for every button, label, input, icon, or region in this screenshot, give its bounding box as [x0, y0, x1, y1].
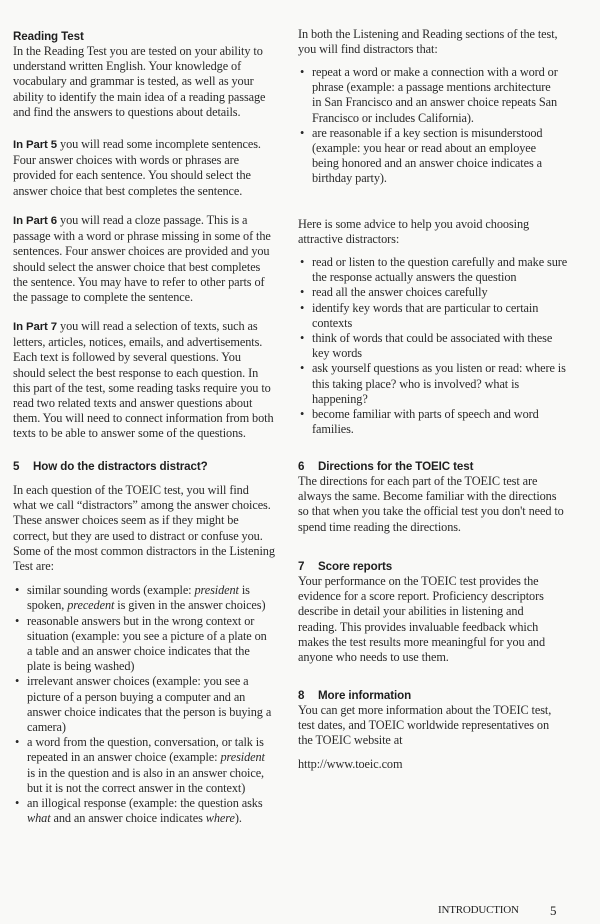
advice-list	[298, 255, 568, 437]
example-word: president	[220, 750, 265, 765]
section-8-heading	[298, 688, 560, 703]
page-number: 5	[550, 903, 557, 918]
list-item-text: a word from the question, conversation, or talk is repeated in an answer choice (example:	[27, 735, 264, 765]
section-5-intro: In each question of the TOEIC test, you will find what we call “distractors” among the answer choices. These answer choices seem as if they might be correct, but they are used to distract or confuse you. Some of the most common distractors in the Listening Test are:	[13, 483, 275, 574]
example-word: president	[194, 583, 239, 598]
section-5-title: How do the distractors distract?	[33, 460, 208, 473]
list-item-text: an illogical response (example: the question asks	[27, 796, 263, 811]
both-sections-distractors-list	[298, 65, 560, 187]
list-item-text: and an answer choice indicates	[50, 811, 206, 826]
section-8-body: You can get more information about the TOEIC test, test dates, and TOEIC worldwide representatives on the TOEIC website at	[298, 703, 552, 748]
list-item	[13, 674, 275, 735]
section-8-title: More information	[318, 689, 412, 702]
reading-test-heading: Reading Test	[13, 30, 84, 43]
part5-body: you will read some incomplete sentences. Four answer choices with words or phrases are provided for each sentence. You should select the answer choice that best completes the sentence.	[13, 137, 261, 198]
list-item: • read or listen to the question carefully and make sure the response actually answers the question	[298, 255, 568, 285]
list-item	[13, 614, 275, 675]
example-word: where	[205, 811, 235, 826]
reading-test-section	[13, 29, 271, 120]
list-item: • repeat a word or make a connection with a word or phrase (example: a passage mentions architecture in San Francisco and an answer choice repeats San Francisco or includes California).	[298, 65, 560, 126]
list-item: • ask yourself questions as you listen or read: where is this taking place? who is involved? what is happening?	[298, 361, 568, 407]
list-item-text: is given in the answer choices)	[114, 598, 266, 613]
part6-paragraph	[13, 213, 271, 305]
list-item: • read all the answer choices carefully	[298, 285, 568, 300]
section-6-number: 6	[298, 460, 305, 473]
section-7	[298, 559, 560, 665]
list-item-text: reasonable answers but in the wrong context or situation (example: you see a picture of a plate on a table and an answer choice indicates that the plate is being washed)	[27, 613, 267, 674]
section-7-heading	[298, 559, 560, 574]
example-word: precedent	[67, 598, 115, 613]
part7-lead: In Part 7	[13, 321, 58, 333]
part6-body: you will read a cloze passage. This is a passage with a word or phrase missing in some of the sentences. Four answer choices are provided and you should select the answer choice that best completes the sentence. You may have to refer to other parts of the passage to complete the sentence.	[13, 213, 271, 305]
part7-body: you will read a selection of texts, such as letters, articles, notices, emails, and advertisements. Each text is followed by several questions. You should select the best response to each question. In this part of the test, some reading tasks require you to read two related texts and answer questions about them. You will need to connect information from both texts to be able to answer some of the questions.	[13, 319, 274, 441]
section-6	[298, 459, 568, 535]
section-6-heading	[298, 459, 568, 474]
list-item	[13, 583, 275, 613]
part6-lead: In Part 6	[13, 215, 58, 227]
section-6-title: Directions for the TOEIC test	[318, 460, 474, 473]
part7-paragraph	[13, 319, 275, 442]
list-item: • are reasonable if a key section is misunderstood (example: you hear or read about an employee being honored and an answer choice indicates a birthday party).	[298, 126, 560, 187]
section-5-number: 5	[13, 460, 20, 473]
section-5-heading	[13, 459, 275, 474]
section-5	[13, 459, 275, 826]
section-7-body: Your performance on the TOEIC test provides the evidence for a score report. Proficiency descriptors describe in detail your abilities in listening and reading. This provides invaluable feedback which makes the test results more meaningful for you and anyone who needs to use them.	[298, 574, 546, 665]
section-8-number: 8	[298, 689, 305, 702]
list-item	[13, 796, 275, 826]
list-item-text: similar sounding words (example:	[27, 583, 195, 598]
page-footer	[438, 903, 557, 918]
section-7-number: 7	[298, 560, 305, 573]
advice-intro: Here is some advice to help you avoid choosing attractive distractors:	[298, 217, 530, 247]
section-7-title: Score reports	[318, 560, 393, 573]
list-item	[13, 735, 275, 796]
part5-lead: In Part 5	[13, 139, 58, 151]
list-item-text: irrelevant answer choices (example: you see a picture of a person buying a computer and an answer choice indicates that the person is buying a camera)	[27, 674, 272, 735]
toeic-website-link[interactable]: http://www.toeic.com	[298, 756, 403, 771]
list-item: • become familiar with parts of speech and word families.	[298, 407, 568, 437]
list-item-text: ).	[234, 811, 242, 826]
part5-paragraph	[13, 137, 271, 199]
list-item-text: is in the question and is also in an answer choice, but it is not the correct answer in the context)	[27, 765, 265, 795]
example-word: what	[27, 811, 51, 826]
section-8	[298, 688, 560, 772]
list-item-text: is spoken,	[27, 583, 250, 613]
listening-distractors-list	[13, 583, 275, 826]
list-item: • identify key words that are particular to certain contexts	[298, 301, 568, 331]
section-6-body: The directions for each part of the TOEIC test are always the same. Become familiar with the directions so that when you take the official test you don't need to spend time reading the directions.	[298, 474, 564, 534]
reading-test-body: In the Reading Test you are tested on your ability to understand written English. Your knowledge of vocabulary and grammar is tested, as well as your ability to identify the main idea of a reading passage and find the answers to questions about details.	[13, 44, 266, 119]
running-head: INTRODUCTION	[438, 904, 519, 916]
both-sections-intro: In both the Listening and Reading sections of the test, you will find distractors that:	[298, 27, 558, 57]
list-item: • think of words that could be associated with these key words	[298, 331, 568, 361]
